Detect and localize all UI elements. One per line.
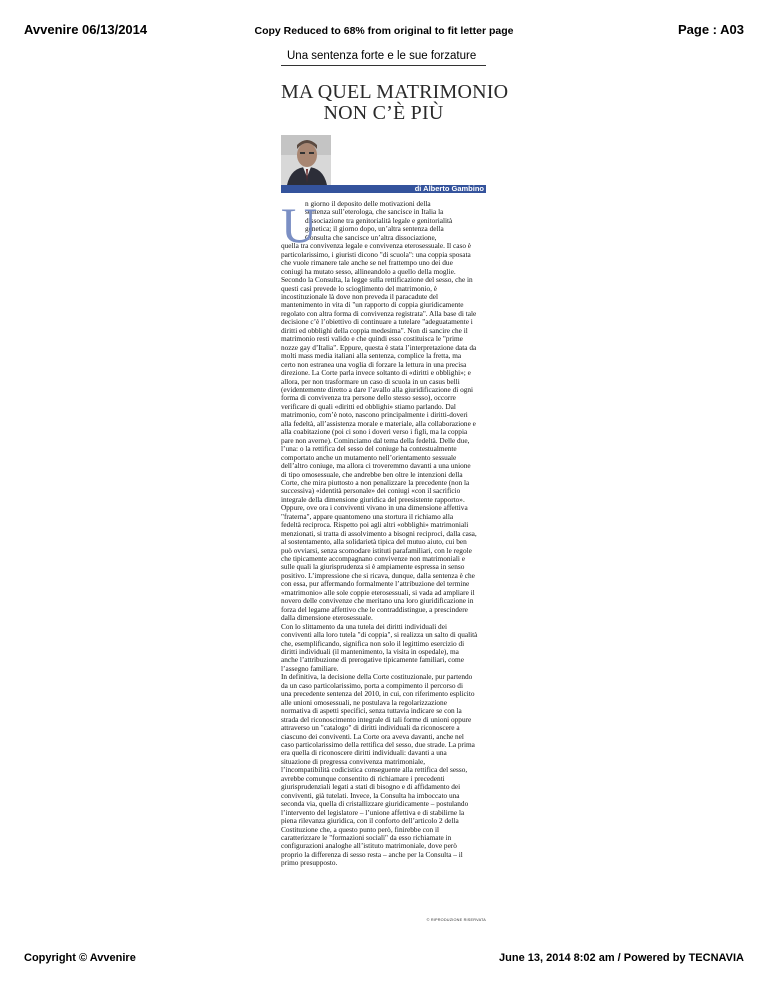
article-body — [281, 197, 486, 868]
body-line: di tipo omosessuale, che andrebbe ben oltre le intenzioni della — [281, 469, 463, 479]
body-line: Secondo la Consulta, la legge sulla rettificazione del sesso, che in — [281, 275, 473, 285]
body-line: incostituzionale là dove non preveda il paracadute del — [281, 291, 439, 301]
body-line: verificare di quali «diritti ed obblighi» stiamo parlando. Dal — [281, 401, 456, 411]
headline-line-2: NON C’È PIÙ — [323, 102, 444, 124]
body-line: fedeltà reciproca. Rispetto poi agli altri «obblighi» matrimoniali — [281, 520, 469, 530]
body-line: l’assegno familiare. — [281, 663, 339, 673]
body-line: che vuole rimanere tale anche se nel frattempo uno dei due — [281, 258, 453, 268]
body-line: conviventi, già tutelati. Invece, la Consulta ha imboccato una — [281, 790, 460, 800]
body-line: alla coabitazione (poi ci sono i doveri verso i figli, ma la coppia — [281, 427, 468, 437]
body-line: dalla dimensione eterosessuale. — [281, 613, 373, 623]
body-line: menzionati, si tratta di assolvimento a bisogni reciproci, dalla casa, — [281, 528, 477, 538]
body-line: alle unioni omosessuali, ne postulava la regolarizzazione — [281, 697, 447, 707]
body-line: successiva) «identità personale» dei coniugi «con il sacrificio — [281, 486, 461, 496]
body-line: strada del riconoscimento integrale di tali forme di unioni oppure — [281, 714, 472, 724]
body-line: coniugi ha mutato sesso, allineandolo a quello della moglie. — [281, 266, 456, 276]
article-kicker: Una sentenza forte e le sue forzature — [281, 50, 486, 66]
body-line: diritti ed obblighi della coppia medesima". Non di sancire che il — [281, 325, 468, 335]
body-line: situazione di pregressa convivenza matrimoniale, — [281, 756, 426, 766]
body-line: "fraterna", appare quantomeno una stortura il richiamo alla — [281, 511, 454, 521]
body-line: sulle quali la giurisprudenza si è ampiamente espressa in senso — [281, 562, 465, 572]
footer-timestamp: June 13, 2014 8:02 am / Powered by TECNAVIA — [499, 952, 744, 964]
body-line: che, esemplificando, significa non solo il legittimo esercizio di — [281, 638, 465, 648]
body-line: proprio la differenza di sesso resta – anche per la Consulta – il — [281, 849, 463, 859]
body-line: Con lo slittamento da una tutela dei diritti individuali dei — [281, 621, 447, 631]
body-line: caso particolarissimo della rettifica del sesso, due strade. La prima — [281, 740, 475, 749]
body-line: l’una: o la rettifica del sesso del coniuge ha contestualmente — [281, 444, 457, 454]
body-line: direzione. La Corte parla invece soltanto di «diritti e obblighi»; e — [281, 368, 471, 378]
body-line: pare non averne). Cominciamo dal tema della fedeltà. Delle due, — [281, 435, 470, 445]
article-headline — [281, 81, 509, 124]
article — [281, 50, 509, 922]
body-line: avrebbe comunque consentito di richiamare i precedenti — [281, 773, 445, 783]
body-line: l’incompatibilità codicistica conseguente alla rettifica del sesso, — [281, 765, 468, 775]
body-line: piena rilevanza giuridica, con il conforto dell’articolo 2 della — [281, 816, 459, 826]
body-line: configurazioni analoghe all’istituto matrimoniale, dove però — [281, 841, 457, 851]
body-line: matrimonio resti valido e che quindi esso costituisca le "prime — [281, 334, 463, 344]
body-line: seconda via, quella di cristallizzare giuridicamente – postulando — [281, 799, 469, 809]
header-copy-note: Copy Reduced to 68% from original to fit letter page — [254, 25, 514, 37]
body-line: anche l’attribuzione di prerogative tipicamente familiari, come — [281, 655, 464, 665]
body-line: certo non estranea una voglia di forzare la lettura in una precisa — [281, 359, 467, 369]
body-line: novero delle convivenze che meritano una loro giuridificazione in — [281, 596, 474, 606]
body-line: dissociazione tra genitorialità legale e genitorialità — [305, 215, 453, 225]
body-line: che tipicamente accompagnano convivenze non matrimoniali e — [281, 554, 465, 564]
body-line: allora, per non trasformare un caso di scuola in un casus belli — [281, 376, 460, 386]
body-line: nozze gay d’Italia". Eppure, questa è stata l’interpretazione data da — [281, 342, 477, 352]
body-line: una precedente sentenza del 2010, in cui, con riferimento esplicito — [281, 689, 475, 699]
body-line: «matrimonio» alle sole coppie eterosessuali, si vada ad ampliare il — [281, 587, 475, 597]
body-line: mantenimento in vita di "un rapporto di coppia giuridicamente — [281, 300, 464, 310]
drop-cap — [281, 197, 318, 253]
body-line: comportato anche un mutamento nell’orientamento sessuale — [281, 452, 457, 462]
headline-line-1: MA QUEL MATRIMONIO — [281, 81, 509, 103]
body-line: caratterizzare le "formazioni sociali" da esso richiamate in — [281, 832, 452, 842]
body-line: integrale della dimensione giuridica del preesistente rapporto». — [281, 494, 465, 504]
body-line: forma di convivenza tra persone dello stesso sesso), occorre — [281, 393, 456, 403]
body-line: normativa di aspetti specifici, senza tuttavia indicare se con la — [281, 706, 462, 716]
body-line: particolarissimo, i giuristi dicono "di scuola": una coppia sposata — [281, 249, 471, 259]
body-line: quella tra convivenza legale e convivenza eterosessuale. Il caso è — [281, 241, 472, 251]
body-line: Corte, che mira piuttosto a non penalizzare la precedente (non la — [281, 477, 470, 487]
header-source-date: Avvenire 06/13/2014 — [24, 22, 148, 37]
body-line: attraverso un "catalogo" di diritti individuali da riconoscere a — [281, 723, 460, 733]
body-line: da un caso particolarissimo, porta a compimento il percorso di — [281, 680, 463, 690]
body-line: può ovviarsi, senza scomodare istituti parafamiliari, con le regole — [281, 545, 472, 555]
drop-cap-letter: U — [281, 197, 318, 253]
body-line: ciascuno dei conviventi. La Corte ora aveva davanti, anche nel — [281, 731, 464, 741]
body-line: dell’altro coniuge, ma allora ci troveremmo davanti a una unione — [281, 461, 471, 471]
body-line: primo presupposto. — [281, 858, 338, 868]
body-line: regolato con altra forma di convivenza registrata". Alla base di tale — [281, 308, 477, 318]
body-line: al sostentamento, alla solidarietà tipica del mutuo aiuto, cui ben — [281, 537, 467, 547]
body-line: alla fedeltà, all’assistenza morale e materiale, alla collaborazione e — [281, 418, 476, 428]
body-line: Consulta che sancisce un’altra dissociazione, — [305, 232, 437, 242]
body-line: diritti individuali (il mantenimento, la visita in ospedale), ma — [281, 647, 459, 657]
body-line: con essa, pur affermando formalmente l’attribuzione del termine — [281, 579, 470, 589]
body-line: n giorno il deposito delle motivazioni della — [305, 199, 431, 208]
body-line: genetica; il giorno dopo, un’altra sentenza della — [305, 224, 444, 234]
body-line: giurisprudenziali legati a stati di bisogno e di affidamento dei — [281, 782, 461, 792]
header-page-number: Page : A03 — [678, 22, 744, 37]
byline: di Alberto Gambino — [414, 184, 484, 193]
body-line: Costituzione che, a questo punto però, finirebbe con il — [281, 824, 440, 834]
article-body-lines — [281, 200, 486, 868]
body-line: molti mass media italiani alla sentenza, complice la fretta, ma — [281, 351, 462, 361]
reproduction-note: © RIPRODUZIONE RISERVATA — [426, 918, 486, 922]
author-photo — [281, 135, 331, 185]
body-line: decisione c’è l’obiettivo di continuare a tutelare "adeguatamente i — [281, 317, 473, 327]
body-line: (evidentemente diretto a dare l’avallo alla giuridificazione di ogni — [281, 384, 474, 394]
footer-copyright: Copyright © Avvenire — [24, 952, 136, 964]
body-line: Oppure, ove ora i conviventi vivano in una dimensione affettiva — [281, 503, 468, 513]
body-line: sentenza sull’eterologa, che sancisce in Italia la — [305, 207, 444, 217]
body-line: era quella di riconoscere diritti individuali: davanti a una — [281, 748, 447, 758]
body-line: matrimonio, com’è noto, nascono principalmente i diritti-doveri — [281, 410, 468, 420]
body-line: l’intervento del legislatore – l’unione affettiva e di stabilirne la — [281, 807, 465, 817]
body-line: In definitiva, la decisione della Corte costituzionale, pur partendo — [281, 672, 473, 682]
body-line: conviventi alla loro tutela "di coppia", si realizza un salto di qualità — [281, 630, 478, 640]
body-line: forza del legame affettivo che le contraddistingue, a prescindere — [281, 604, 468, 614]
body-line: positivo. L’impressione che si ricava, dunque, dalla sentenza è che — [281, 570, 475, 580]
body-line: questi casi prevede lo scioglimento del matrimonio, è — [281, 283, 438, 293]
